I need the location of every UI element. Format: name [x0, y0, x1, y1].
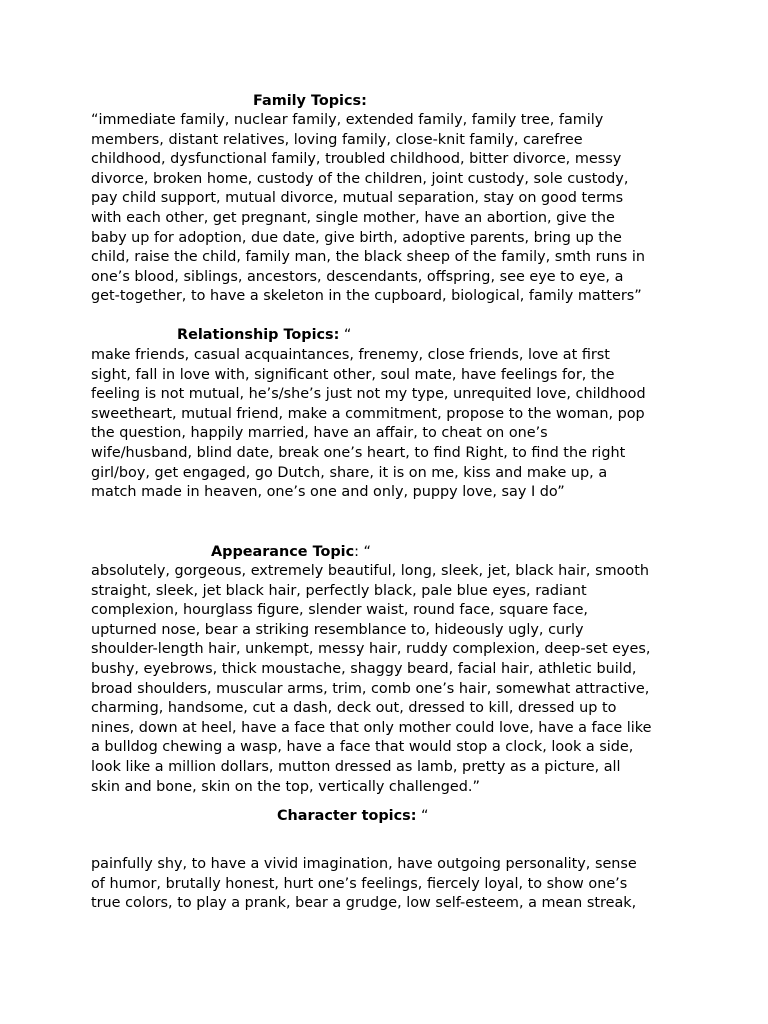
- appearance-line: upturned nose, bear a striking resemblance to, hideously ugly, curly: [91, 621, 584, 638]
- family-line: baby up for adoption, due date, give birth, adoptive parents, bring up the: [91, 229, 622, 246]
- appearance-line: bushy, eyebrows, thick moustache, shaggy beard, facial hair, athletic build,: [91, 661, 637, 677]
- character-line: true colors, to play a prank, bear a grudge, low self-esteem, a mean streak,: [91, 895, 637, 912]
- appearance-line: straight, sleek, jet black hair, perfectly black, pale blue eyes, radiant: [91, 582, 587, 599]
- relationship-heading-rest: “: [339, 327, 352, 343]
- relationship-line: feeling is not mutual, he’s/she’s just not my type, unrequited love, childhood: [91, 386, 646, 403]
- appearance-line: absolutely, gorgeous, extremely beautiful, long, sleek, jet, black hair, smooth: [91, 563, 649, 579]
- character-line: of humor, brutally honest, hurt one’s feelings, fiercely loyal, to show one’s: [91, 875, 628, 892]
- character-heading-rest: “: [416, 808, 429, 824]
- family-line: pay child support, mutual divorce, mutual separation, stay on good terms: [91, 190, 624, 207]
- relationship-line: wife/husband, blind date, break one’s heart, to find Right, to find the right: [91, 445, 626, 461]
- appearance-line: charming, handsome, cut a dash, deck out, dressed to kill, dressed up to: [91, 700, 617, 717]
- family-line: child, raise the child, family man, the black sheep of the family, smth runs in: [91, 249, 645, 266]
- relationship-heading: [177, 326, 351, 346]
- family-heading-bold: Family Topics:: [253, 93, 367, 109]
- family-line: members, distant relatives, loving family, close-knit family, carefree: [91, 131, 583, 148]
- family-heading: [253, 92, 367, 112]
- family-line: one’s blood, siblings, ancestors, descendants, offspring, see eye to eye, a: [91, 268, 624, 285]
- appearance-heading-rest: : “: [354, 544, 372, 560]
- relationship-line: make friends, casual acquaintances, frenemy, close friends, love at first: [91, 347, 610, 363]
- relationship-line: match made in heaven, one’s one and only, puppy love, say I do”: [91, 484, 565, 501]
- appearance-line: broad shoulders, muscular arms, trim, comb one’s hair, somewhat attractive,: [91, 680, 650, 697]
- family-line: with each other, get pregnant, single mother, have an abortion, give the: [91, 210, 615, 226]
- character-heading: [277, 807, 428, 827]
- relationship-heading-bold: Relationship Topics:: [177, 327, 340, 343]
- appearance-line: skin and bone, skin on the top, vertically challenged.”: [91, 778, 480, 795]
- relationship-line: girl/boy, get engaged, go Dutch, share, it is on me, kiss and make up, a: [91, 464, 608, 481]
- appearance-heading-bold: Appearance Topic: [211, 544, 355, 560]
- relationship-line: the question, happily married, have an affair, to cheat on one’s: [91, 425, 548, 442]
- character-line: painfully shy, to have a vivid imagination, have outgoing personality, sense: [91, 856, 637, 872]
- family-line: “immediate family, nuclear family, extended family, family tree, family: [91, 112, 604, 128]
- appearance-line: complexion, hourglass figure, slender waist, round face, square face,: [91, 602, 589, 619]
- family-line: divorce, broken home, custody of the children, joint custody, sole custody,: [91, 170, 629, 187]
- appearance-line: look like a million dollars, mutton dressed as lamb, pretty as a picture, all: [91, 759, 621, 775]
- appearance-heading: [211, 543, 371, 563]
- family-line: get-together, to have a skeleton in the cupboard, biological, family matters”: [91, 288, 642, 305]
- appearance-line: shoulder-length hair, unkempt, messy hair, ruddy complexion, deep-set eyes,: [91, 641, 651, 658]
- relationship-line: sweetheart, mutual friend, make a commitment, propose to the woman, pop: [91, 405, 645, 422]
- appearance-line: nines, down at heel, have a face that only mother could love, have a face like: [91, 719, 652, 736]
- relationship-line: sight, fall in love with, significant other, soul mate, have feelings for, the: [91, 366, 615, 383]
- appearance-line: a bulldog chewing a wasp, have a face that would stop a clock, look a side,: [91, 739, 634, 756]
- character-heading-bold: Character topics:: [277, 808, 417, 824]
- family-line: childhood, dysfunctional family, troubled childhood, bitter divorce, messy: [91, 151, 622, 168]
